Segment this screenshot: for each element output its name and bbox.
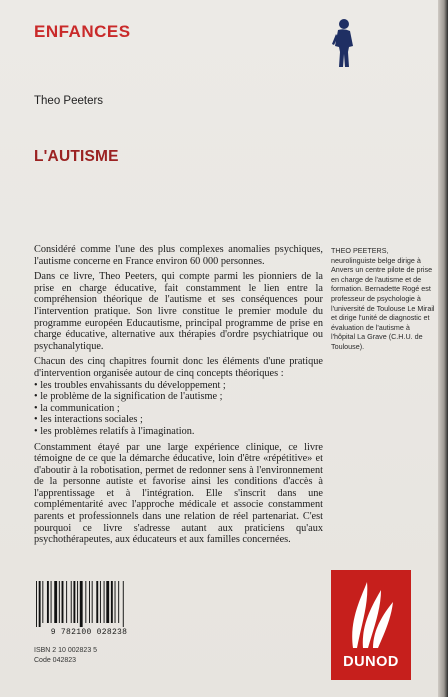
barcode-digits: 9 782100 028238: [50, 628, 128, 637]
list-item: • la communication ;: [34, 403, 323, 415]
blurb-paragraph-3: Chacun des cinq chapitres fournit donc les éléments d'une pratique d'intervention organisée autour de cinq concepts théoriques :: [34, 356, 323, 379]
code-line: Code 042823: [34, 656, 77, 664]
list-item: • les troubles envahissants du développement ;: [34, 380, 323, 392]
child-silhouette-icon: [328, 18, 358, 70]
list-item: • les interactions sociales ;: [34, 414, 323, 426]
blurb-paragraph-1: Considéré comme l'une des plus complexes anomalies psychiques, l'autisme concerne en France environ 60 000 personnes.: [34, 244, 323, 267]
bio-text: neurolinguiste belge dirige à Anvers un centre pilote de prise en charge de l'autisme et de formation. Bernadette Rogé est professeur de psychologie à l'université de Toulouse Le Mirail et dirige l'unité de diagnostic et évaluation de l'autisme à l'hôpital La Grave (C.H.U. de Toulouse).: [331, 255, 435, 351]
blurb-paragraph-2: Dans ce livre, Theo Peeters, qui compte parmi les pionniers de la prise en charge éducative, fait constamment le lien entre la compréhension théorique de l'autisme et ses conséquences pour l'intervention pratique. Son livre constitue le premier module du programme européen Educautisme, principal programme de prise en charge éducative, alternative aux thérapies d'ordre psychiatrique ou psychanalytique.: [34, 271, 323, 352]
list-item: • les problèmes relatifs à l'imagination.: [34, 426, 323, 438]
isbn-block: [34, 646, 97, 665]
publisher-logo: [331, 570, 411, 680]
dunod-logo-icon: [343, 580, 399, 650]
blurb-paragraph-4: Constamment étayé par une large expérience clinique, ce livre témoigne de ce que la démarche éducative, loin d'être «répétitive» et d'aboutir à la robotisation, permet de redonner sens à l'environnement de la personne autiste et favorise ainsi les conditions d'accès à l'apprentissage et à l'intégration. Elle s'inscrit dans une complémentarité avec l'approche médicale et associe constamment parents et professionnels dans une relation de réel partenariat. C'est pourquoi ce livre s'adresse autant aux praticiens qu'aux psychothérapeutes, aux éducateurs et aux familles concernées.: [34, 441, 323, 546]
publisher-name: DUNOD: [343, 654, 399, 670]
isbn-line: ISBN 2 10 002823 5: [34, 647, 98, 654]
bio-name: THEO PEETERS,: [331, 246, 389, 255]
barcode-icon: [34, 581, 144, 627]
list-item: • le problème de la signification de l'autisme ;: [34, 391, 323, 403]
concept-list: [34, 380, 323, 438]
book-spine-edge: [438, 0, 448, 697]
barcode: [34, 581, 144, 639]
author-name: Theo Peeters: [34, 95, 104, 107]
author-bio: [331, 246, 435, 352]
book-title: L'AUTISME: [34, 148, 119, 165]
series-name: ENFANCES: [34, 22, 131, 41]
blurb: [34, 244, 323, 550]
